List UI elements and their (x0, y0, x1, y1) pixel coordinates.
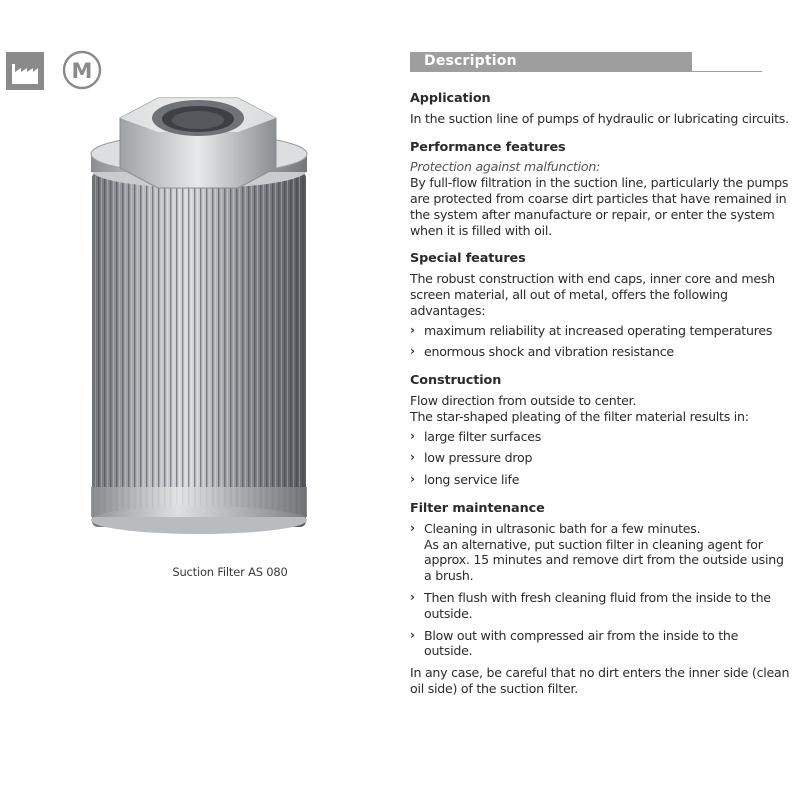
application-section (410, 91, 790, 127)
chevron-right-icon: › (410, 428, 415, 443)
list-item-text: enormous shock and vibration resistance (424, 344, 674, 360)
description-header-bar (410, 52, 692, 72)
description-header: Description (424, 53, 517, 69)
list-item-text: maximum reliability at increased operating temperatures (424, 322, 773, 338)
suction-filter-image (80, 92, 320, 542)
construction-line1: Flow direction from outside to center. (410, 392, 637, 408)
application-text: In the suction line of pumps of hydraulic or lubricating circuits. (410, 110, 789, 126)
description-content (410, 91, 790, 710)
factory-icon (6, 52, 44, 90)
list-item-text: long service life (424, 472, 520, 488)
list-item (410, 429, 790, 445)
special-section (410, 251, 790, 360)
chevron-right-icon: › (410, 589, 415, 604)
construction-list (410, 429, 790, 488)
maintenance-title: Filter maintenance (410, 500, 545, 516)
list-item (410, 590, 790, 622)
construction-line2: The star-shaped pleating of the filter material results in: (410, 408, 749, 424)
performance-section (410, 140, 790, 239)
list-item (410, 344, 790, 360)
chevron-right-icon: › (410, 450, 415, 465)
list-item (410, 472, 790, 488)
header-underline (692, 71, 762, 72)
chevron-right-icon: › (410, 344, 415, 359)
maintenance-closing: In any case, be careful that no dirt enters the inner side (clean oil side) of the suction filter. (410, 665, 790, 696)
maintenance-list (410, 521, 790, 659)
list-item-text: Blow out with compressed air from the inside to the outside. (424, 627, 739, 659)
image-caption: Suction Filter AS 080 (172, 565, 288, 579)
list-item-text: Then flush with fresh cleaning fluid from the inside to the outside. (424, 589, 771, 621)
m-badge-icon (62, 50, 102, 90)
special-list (410, 323, 790, 361)
chevron-right-icon: › (410, 627, 415, 642)
performance-text: By full-flow filtration in the suction line, particularly the pumps are protected from coarse dirt particles that have remained in the system after manufacture or repair, or enter the system when it is filled with oil. (410, 175, 789, 238)
chevron-right-icon: › (410, 520, 415, 535)
list-item-text: Cleaning in ultrasonic bath for a few minutes. (424, 520, 701, 536)
chevron-right-icon: › (410, 322, 415, 337)
special-title: Special features (410, 251, 526, 267)
maintenance-section (410, 501, 790, 697)
special-text: The robust construction with end caps, inner core and mesh screen material, all out of metal, offers the following advantages: (410, 271, 775, 318)
m-badge-letter: M (71, 59, 93, 83)
chevron-right-icon: › (410, 472, 415, 487)
construction-section (410, 373, 790, 488)
list-item-extra-text: As an alternative, put suction filter in cleaning agent for approx. 15 minutes and remove dirt from the outside using a brush. (424, 536, 784, 584)
performance-title: Performance features (410, 139, 566, 155)
list-item (410, 521, 790, 584)
list-item-text: large filter surfaces (424, 428, 542, 444)
application-title: Application (410, 91, 491, 106)
performance-subtitle: Protection against malfunction: (410, 159, 601, 175)
list-item-text: low pressure drop (424, 450, 533, 466)
list-item (410, 628, 790, 660)
list-item (410, 323, 790, 339)
list-item (410, 450, 790, 466)
construction-title: Construction (410, 373, 502, 389)
